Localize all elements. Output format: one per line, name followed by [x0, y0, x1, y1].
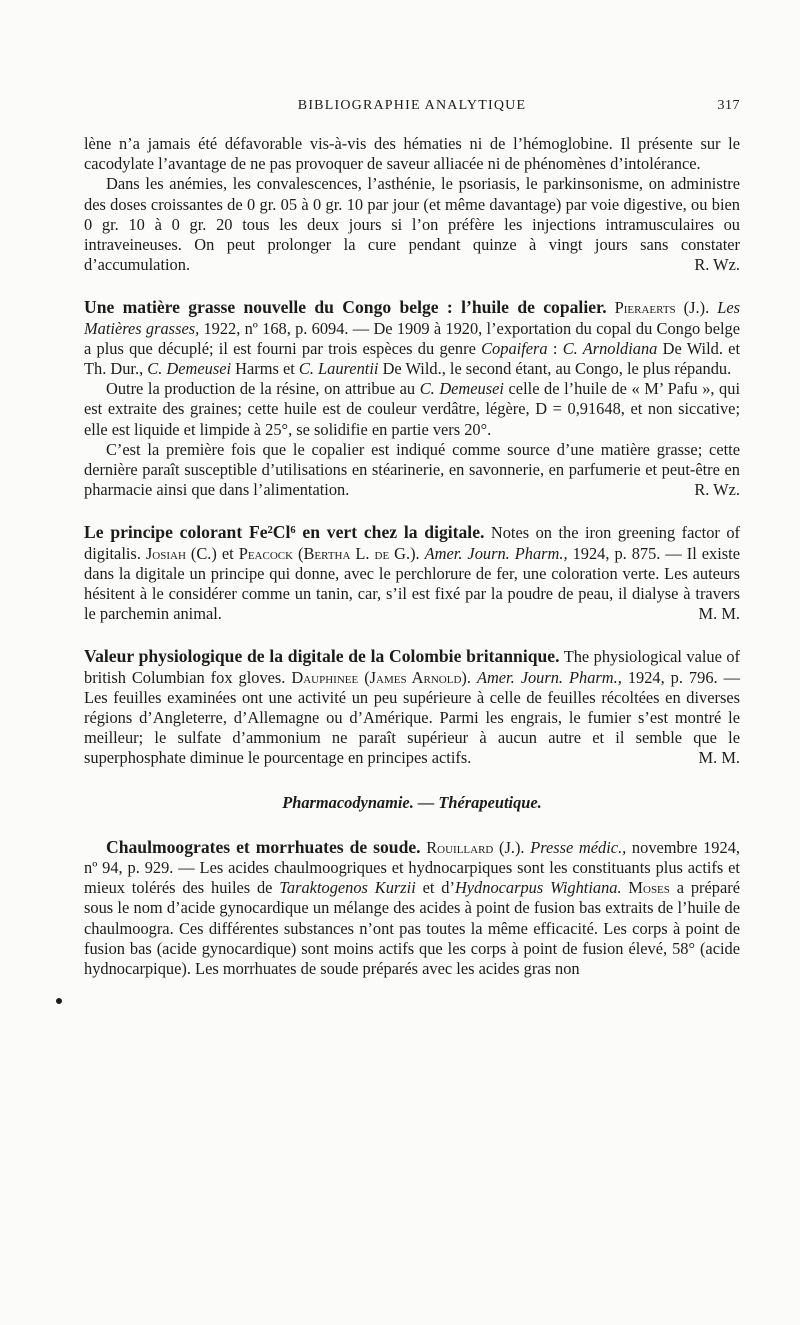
abstract-chaulmoogrates: Chaulmoogrates et morrhuates de soude. Rouillard (J.). Presse médic., novembre 1924, nº 94, p. 929. — Les acides chaulmoogriques et hydnocarpiques sont les constituants plus actifs et mieux tolérés des huiles de Taraktogenos Kurzii et d’Hydnocarpus Wightiana. Moses a préparé sous le nom d’acide gynocardique un mélange des acides à point de fusion bas extraits de l’huile de chaulmoogra. Ces différentes substances n’ont pas toutes la même efficacité. Les corps à point de fusion bas (acide gynocardique) sont moins actifs que les corps à point de fusion élevé, 58° (acide hydnocarpique). Les morrhuates de soude préparés avec les acides gras non: [84, 836, 740, 978]
abstract-colombie: Valeur physiologique de la digitale de la Colombie britannique. The physiological value of british Columbian fox gloves. Dauphinee (James Arnold). Amer. Journ. Pharm., 1924, p. 796. — Les feuilles examinées ont une activité un peu supérieure à celle de feuilles récoltées en diverses régions d’Angleterre, d’Allemagne ou d’Amérique. Parmi les engrais, le fumier s’est montré le meilleur; le sulfate d’ammonium ne paraît supérieur à aucun autre et il semble que le superphosphate diminue le pourcentage en principes actifs. M. M.: [84, 646, 740, 768]
author: Peacock (Bertha L. de G.).: [238, 543, 420, 563]
abstract-copalier: Une matière grasse nouvelle du Congo belge : l’huile de copalier. Pieraerts (J.). Les Matières grasses, 1922, nº 168, p. 6094. — De 1909 à 1920, l’exportation du copal du Congo belge a plus que décuplé; il est fourni par trois espèces du genre Copaifera : C. Arnoldiana De Wild. et Th. Dur., C. Demeusei Harms et C. Laurentii De Wild., le second étant, au Congo, le plus répandu.: [84, 297, 741, 379]
journal: Presse médic.,: [530, 837, 627, 857]
signature: R. Wz.: [694, 480, 740, 500]
signature: M. M.: [698, 604, 740, 624]
journal: Les Matières grasses,: [84, 298, 740, 338]
journal: Amer. Journ. Pharm.,: [476, 667, 622, 687]
spacer: [84, 500, 740, 522]
english-title: The physiological value of british Columbian fox gloves.: [84, 647, 740, 687]
author: Moses: [628, 878, 670, 898]
english-title: Notes on the iron greening factor of digitalis.: [84, 523, 740, 563]
margin-dot: [56, 998, 62, 1004]
spacer: [84, 813, 740, 837]
species-name: Taraktogenos Kurzii: [279, 878, 416, 898]
section-title: Pharmacodynamie. — Thérapeutique.: [282, 792, 542, 812]
species-name: Copaifera: [481, 338, 548, 358]
spacer: [84, 624, 740, 646]
article-heading: Valeur physiologique de la digitale de la Colombie britannique.: [84, 646, 560, 667]
species-name: C. Demeusei: [419, 379, 504, 399]
page-number: 317: [717, 98, 740, 113]
paragraph: Outre la production de la résine, on attribue au C. Demeusei celle de l’huile de « M’ Pafu », qui est extraite des graines; cette huile est de couleur verdâtre, légère, D = 0,91648, et non siccative; elle est liquide et limpide à 25°, se solidifie en partie vers 20°.: [84, 379, 740, 439]
page-body: [84, 134, 740, 979]
author: Pieraerts (J.).: [614, 298, 710, 318]
species-name: C. Demeusei: [147, 359, 232, 379]
paragraph: C’est la première fois que le copalier est indiqué comme source d’une matière grasse; cette dernière paraît susceptible d’utilisations en stéarinerie, en savonnerie, en parfumerie et peut-être en pharmacie ainsi que dans l’alimentation. R. Wz.: [84, 439, 740, 500]
intro-paragraph: lène n’a jamais été défavorable vis-à-vis des hématies ni de l’hémoglobine. Il présente sur le cacodylate l’avantage de ne pas provoquer de saveur alliacée ni de phénomènes d’intolérance.: [84, 134, 740, 174]
running-header: [84, 98, 740, 122]
header-title: BIBLIOGRAPHIE ANALYTIQUE: [297, 98, 527, 113]
author: Dauphinee (James Arnold).: [291, 667, 471, 687]
species-name: C. Laurentii: [298, 359, 379, 379]
author: Rouillard (J.).: [426, 837, 525, 857]
species-name: Hydnocarpus Wightiana.: [454, 878, 622, 898]
author: Josiah (C.): [145, 543, 217, 563]
species-name: C. Arnoldiana: [562, 338, 658, 358]
signature: M. M.: [698, 748, 740, 768]
abstract-digitale: Le principe colorant Fe²Cl⁶ en vert chez la digitale. Notes on the iron greening factor of digitalis. Josiah (C.) et Peacock (Bertha L. de G.). Amer. Journ. Pharm., 1924, p. 875. — Il existe dans la digitale un principe qui donne, avec le perchlorure de fer, une coloration verte. Les auteurs hésitent à le considérer comme un tanin, car, s’il est fixé par la poudre de peau, il dialyse à travers le parchemin animal. M. M.: [84, 522, 741, 624]
article-heading: Le principe colorant Fe²Cl⁶ en vert chez la digitale.: [84, 522, 485, 543]
spacer: [84, 275, 740, 297]
spacer: [84, 769, 740, 793]
article-heading: Chaulmoogrates et morrhuates de soude.: [106, 836, 421, 857]
intro-paragraph: Dans les anémies, les convalescences, l’asthénie, le psoriasis, le parkinsonisme, on administre des doses croissantes de 0 gr. 05 à 0 gr. 10 par jour (et même davantage) par voie digestive, ou bien 0 gr. 10 à 0 gr. 20 tous les deux jours si l’on préfère les injections intramusculaires ou intraveineuses. On peut prolonger la cure pendant quinze à vingt jours sans constater d’accumulation. R. Wz.: [84, 174, 740, 275]
signature: R. Wz.: [694, 255, 740, 275]
article-heading: Une matière grasse nouvelle du Congo belge : l’huile de copalier.: [84, 297, 607, 318]
journal: Amer. Journ. Pharm.,: [424, 543, 568, 563]
